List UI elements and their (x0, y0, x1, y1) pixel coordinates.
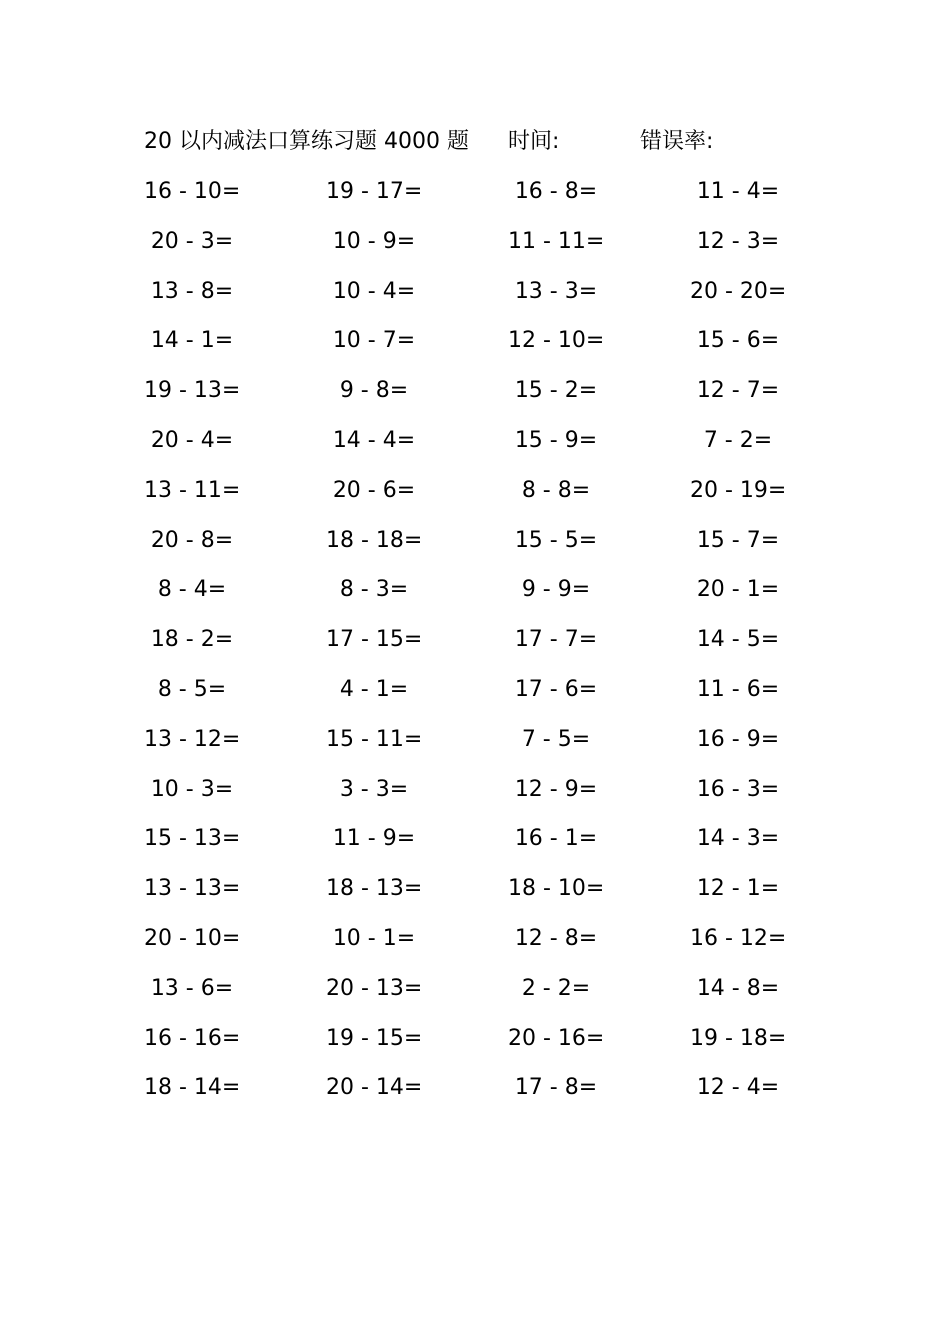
problem-item: 12 - 7= (696, 378, 780, 404)
problem-item: 17 - 8= (514, 1075, 598, 1101)
time-label: 时间: (508, 129, 560, 154)
problem-item: 19 - 17= (326, 179, 423, 204)
problem-item: 15 - 9= (514, 427, 598, 453)
problem-row (144, 471, 804, 521)
problem-row (144, 620, 804, 670)
problem-row (144, 421, 804, 471)
problem-item: 12 - 1= (696, 876, 780, 902)
problem-row (144, 172, 804, 222)
problem-item: 11 - 6= (696, 676, 780, 702)
problem-item: 16 - 12= (690, 925, 787, 951)
problem-row (144, 969, 804, 1019)
error-rate-label: 错误率: (640, 129, 714, 154)
problem-item: 20 - 4= (150, 427, 234, 453)
problem-item: 19 - 15= (326, 1025, 423, 1051)
problem-item: 18 - 10= (508, 876, 605, 902)
problem-item: 7 - 2= (703, 427, 773, 453)
problem-item: 13 - 12= (144, 726, 241, 752)
problem-item: 10 - 9= (332, 228, 416, 254)
problem-item: 18 - 14= (144, 1075, 241, 1101)
problem-item: 8 - 8= (521, 477, 591, 503)
problem-item: 10 - 3= (150, 776, 234, 802)
problem-item: 14 - 1= (150, 328, 234, 354)
problem-item: 20 - 20= (690, 278, 787, 304)
problem-item: 14 - 4= (332, 427, 416, 453)
problem-item: 12 - 9= (514, 776, 598, 802)
problem-row (144, 720, 804, 770)
problem-item: 7 - 5= (521, 726, 591, 752)
problem-item: 17 - 6= (514, 676, 598, 702)
worksheet-header (144, 124, 804, 160)
problem-item: 15 - 2= (514, 378, 598, 404)
problem-item: 12 - 3= (696, 228, 780, 254)
problem-item: 12 - 8= (514, 925, 598, 951)
worksheet-title: 20 以内减法口算练习题 4000 题 (144, 129, 469, 154)
problem-item: 15 - 13= (144, 826, 241, 852)
problem-item: 16 - 9= (696, 726, 780, 752)
problem-item: 20 - 6= (332, 477, 416, 503)
problem-item: 14 - 5= (696, 627, 780, 653)
problem-item: 13 - 11= (144, 477, 241, 503)
problem-item: 15 - 5= (514, 527, 598, 553)
problem-row (144, 272, 804, 322)
problem-item: 9 - 9= (521, 577, 591, 603)
problem-row (144, 222, 804, 272)
problem-item: 11 - 4= (696, 179, 780, 204)
problem-item: 20 - 3= (150, 228, 234, 254)
problem-item: 8 - 3= (339, 577, 409, 603)
problem-item: 16 - 8= (514, 179, 598, 204)
problem-item: 11 - 9= (332, 826, 416, 852)
problem-item: 16 - 3= (696, 776, 780, 802)
problem-item: 20 - 14= (326, 1075, 423, 1101)
problem-item: 18 - 13= (326, 876, 423, 902)
problem-item: 13 - 13= (144, 876, 241, 902)
problem-item: 8 - 5= (157, 676, 227, 702)
problem-item: 18 - 2= (150, 627, 234, 653)
problem-row (144, 1019, 804, 1069)
problem-item: 10 - 1= (332, 925, 416, 951)
problem-row (144, 521, 804, 571)
problem-item: 8 - 4= (157, 577, 227, 603)
problem-item: 19 - 13= (144, 378, 241, 404)
problem-row (144, 570, 804, 620)
problem-item: 11 - 11= (508, 228, 605, 254)
problem-item: 17 - 7= (514, 627, 598, 653)
problem-row (144, 919, 804, 969)
problem-item: 4 - 1= (339, 676, 409, 702)
problem-item: 15 - 6= (696, 328, 780, 354)
problem-item: 10 - 7= (332, 328, 416, 354)
problem-item: 13 - 3= (514, 278, 598, 304)
problem-item: 13 - 6= (150, 975, 234, 1001)
problem-item: 20 - 19= (690, 477, 787, 503)
problem-row (144, 371, 804, 421)
problem-row (144, 819, 804, 869)
problem-row (144, 770, 804, 820)
problem-item: 20 - 1= (696, 577, 780, 603)
problem-item: 20 - 10= (144, 925, 241, 951)
problem-item: 14 - 3= (696, 826, 780, 852)
problem-item: 12 - 10= (508, 328, 605, 354)
problem-item: 16 - 1= (514, 826, 598, 852)
problem-item: 20 - 13= (326, 975, 423, 1001)
problem-item: 2 - 2= (521, 975, 591, 1001)
problem-item: 9 - 8= (339, 378, 409, 404)
problem-item: 16 - 16= (144, 1025, 241, 1051)
problem-item: 19 - 18= (690, 1025, 787, 1051)
problem-item: 12 - 4= (696, 1075, 780, 1101)
problem-item: 20 - 8= (150, 527, 234, 553)
problem-item: 3 - 3= (339, 776, 409, 802)
problem-row (144, 321, 804, 371)
problem-item: 15 - 11= (326, 726, 423, 752)
problem-item: 17 - 15= (326, 627, 423, 653)
problem-row (144, 869, 804, 919)
problem-item: 16 - 10= (144, 179, 241, 204)
problem-item: 13 - 8= (150, 278, 234, 304)
problem-grid (144, 172, 804, 1118)
problem-item: 20 - 16= (508, 1025, 605, 1051)
problem-item: 14 - 8= (696, 975, 780, 1001)
problem-row (144, 1068, 804, 1118)
problem-item: 18 - 18= (326, 527, 423, 553)
problem-row (144, 670, 804, 720)
problem-item: 15 - 7= (696, 527, 780, 553)
problem-item: 10 - 4= (332, 278, 416, 304)
